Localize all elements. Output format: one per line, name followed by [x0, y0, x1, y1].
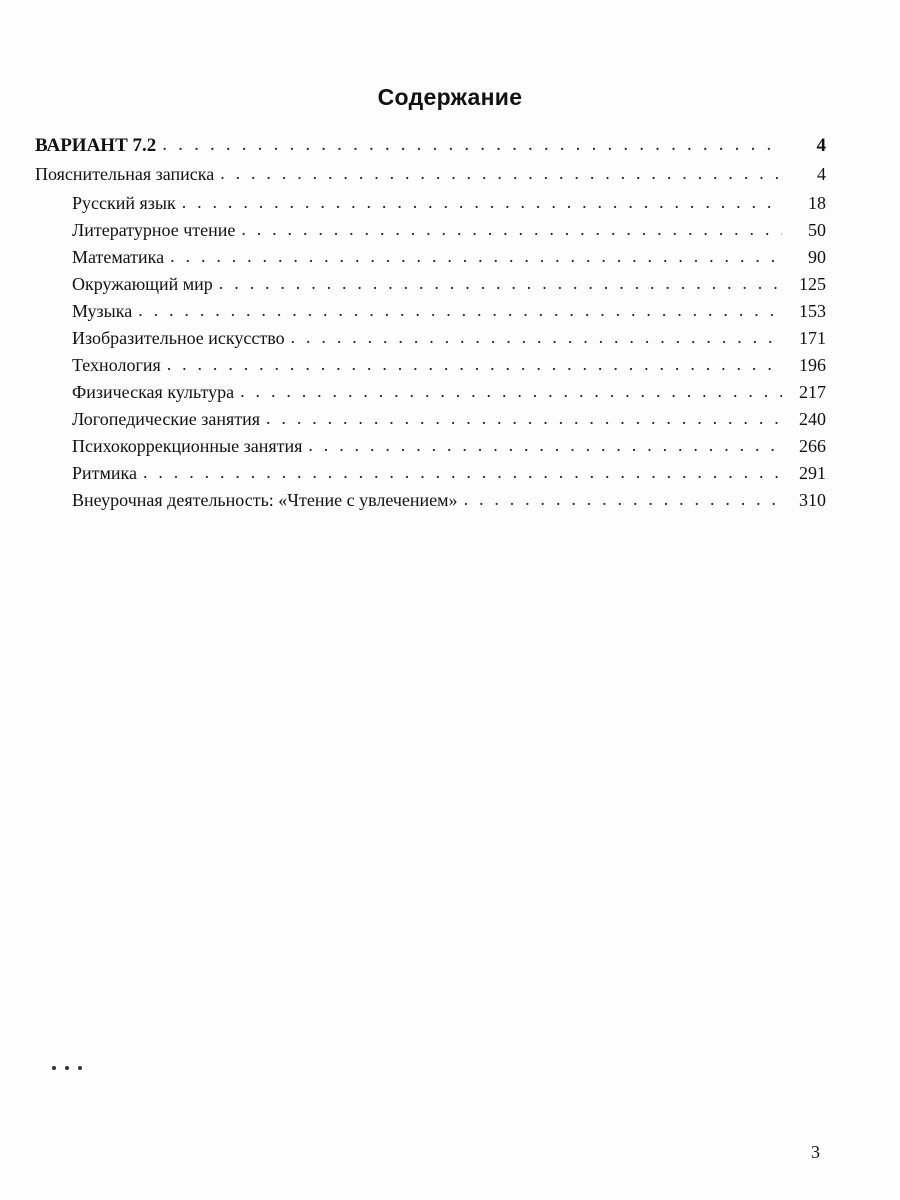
toc-leader-dots: [240, 378, 782, 405]
toc-entry-technology: [35, 352, 826, 379]
toc-leader-dots: [308, 432, 782, 459]
toc-leader-dots: [291, 324, 782, 351]
toc-leader-dots: [266, 405, 782, 432]
toc-entry-page: 310: [799, 490, 826, 510]
toc-entry-page: 4: [817, 164, 826, 184]
toc-entry-label: Русский язык: [72, 193, 176, 213]
toc-entry-page: 291: [799, 463, 826, 483]
page-title: Содержание: [377, 84, 523, 110]
toc-entry-page: 153: [799, 301, 826, 321]
toc-entry-page: 171: [799, 328, 826, 348]
toc-entry-literary-reading: [35, 217, 826, 244]
toc-entry-music: [35, 298, 826, 325]
toc-entry-page: 50: [808, 220, 826, 240]
toc-entry-page: 4: [816, 135, 826, 156]
toc-entry-world-around: [35, 271, 826, 298]
print-smudge: [52, 1057, 100, 1063]
toc-leader-dots: [220, 160, 782, 187]
toc-entry-page: 240: [799, 409, 826, 429]
toc-entry-label: Изобразительное искусство: [72, 328, 285, 348]
toc-leader-dots: [182, 189, 782, 216]
toc-entry-variant: [35, 132, 826, 161]
toc-entry-label: Музыка: [72, 301, 133, 321]
page-number: 3: [811, 1142, 820, 1162]
toc-entry-page: 217: [799, 382, 826, 402]
toc-entry-page: 18: [808, 193, 826, 213]
toc-leader-dots: [162, 131, 782, 158]
toc-entry-physical-education: [35, 379, 826, 406]
toc-leader-dots: [138, 297, 782, 324]
toc-entry-mathematics: [35, 244, 826, 271]
toc-entry-page: 90: [808, 247, 826, 267]
toc-entry-extracurricular: [35, 487, 826, 514]
toc-entry-page: 196: [799, 355, 826, 375]
toc-leader-dots: [170, 243, 782, 270]
toc-leader-dots: [143, 459, 782, 486]
toc-entry-label: Технология: [72, 355, 161, 375]
toc-entry-label: Психокоррекционные занятия: [72, 436, 303, 456]
toc-entry-label: Математика: [72, 247, 165, 267]
toc-leader-dots: [219, 270, 782, 297]
toc-entry-page: 125: [799, 274, 826, 294]
toc-entry-label: Логопедические занятия: [72, 409, 261, 429]
toc-entry-page: 266: [799, 436, 826, 456]
toc-entry-fine-arts: [35, 325, 826, 352]
toc-entry-label: Ритмика: [72, 463, 137, 483]
toc-entry-label: ВАРИАНТ 7.2: [35, 135, 157, 156]
toc-entry-speech-therapy: [35, 406, 826, 433]
table-of-contents: [35, 132, 826, 514]
toc-entry-label: Пояснительная записка: [35, 164, 215, 184]
toc-entry-label: Внеурочная деятельность: «Чтение с увлечением»: [72, 490, 458, 510]
toc-entry-psychocorrection: [35, 433, 826, 460]
toc-entry-rhythmics: [35, 460, 826, 487]
toc-entry-label: Физическая культура: [72, 382, 235, 402]
toc-entry-explanatory-note: [35, 161, 826, 190]
toc-entry-label: Литературное чтение: [72, 220, 236, 240]
toc-entry-label: Окружающий мир: [72, 274, 213, 294]
toc-leader-dots: [464, 486, 782, 513]
toc-leader-dots: [167, 351, 782, 378]
toc-entry-russian-language: [35, 190, 826, 217]
toc-leader-dots: [241, 216, 782, 243]
